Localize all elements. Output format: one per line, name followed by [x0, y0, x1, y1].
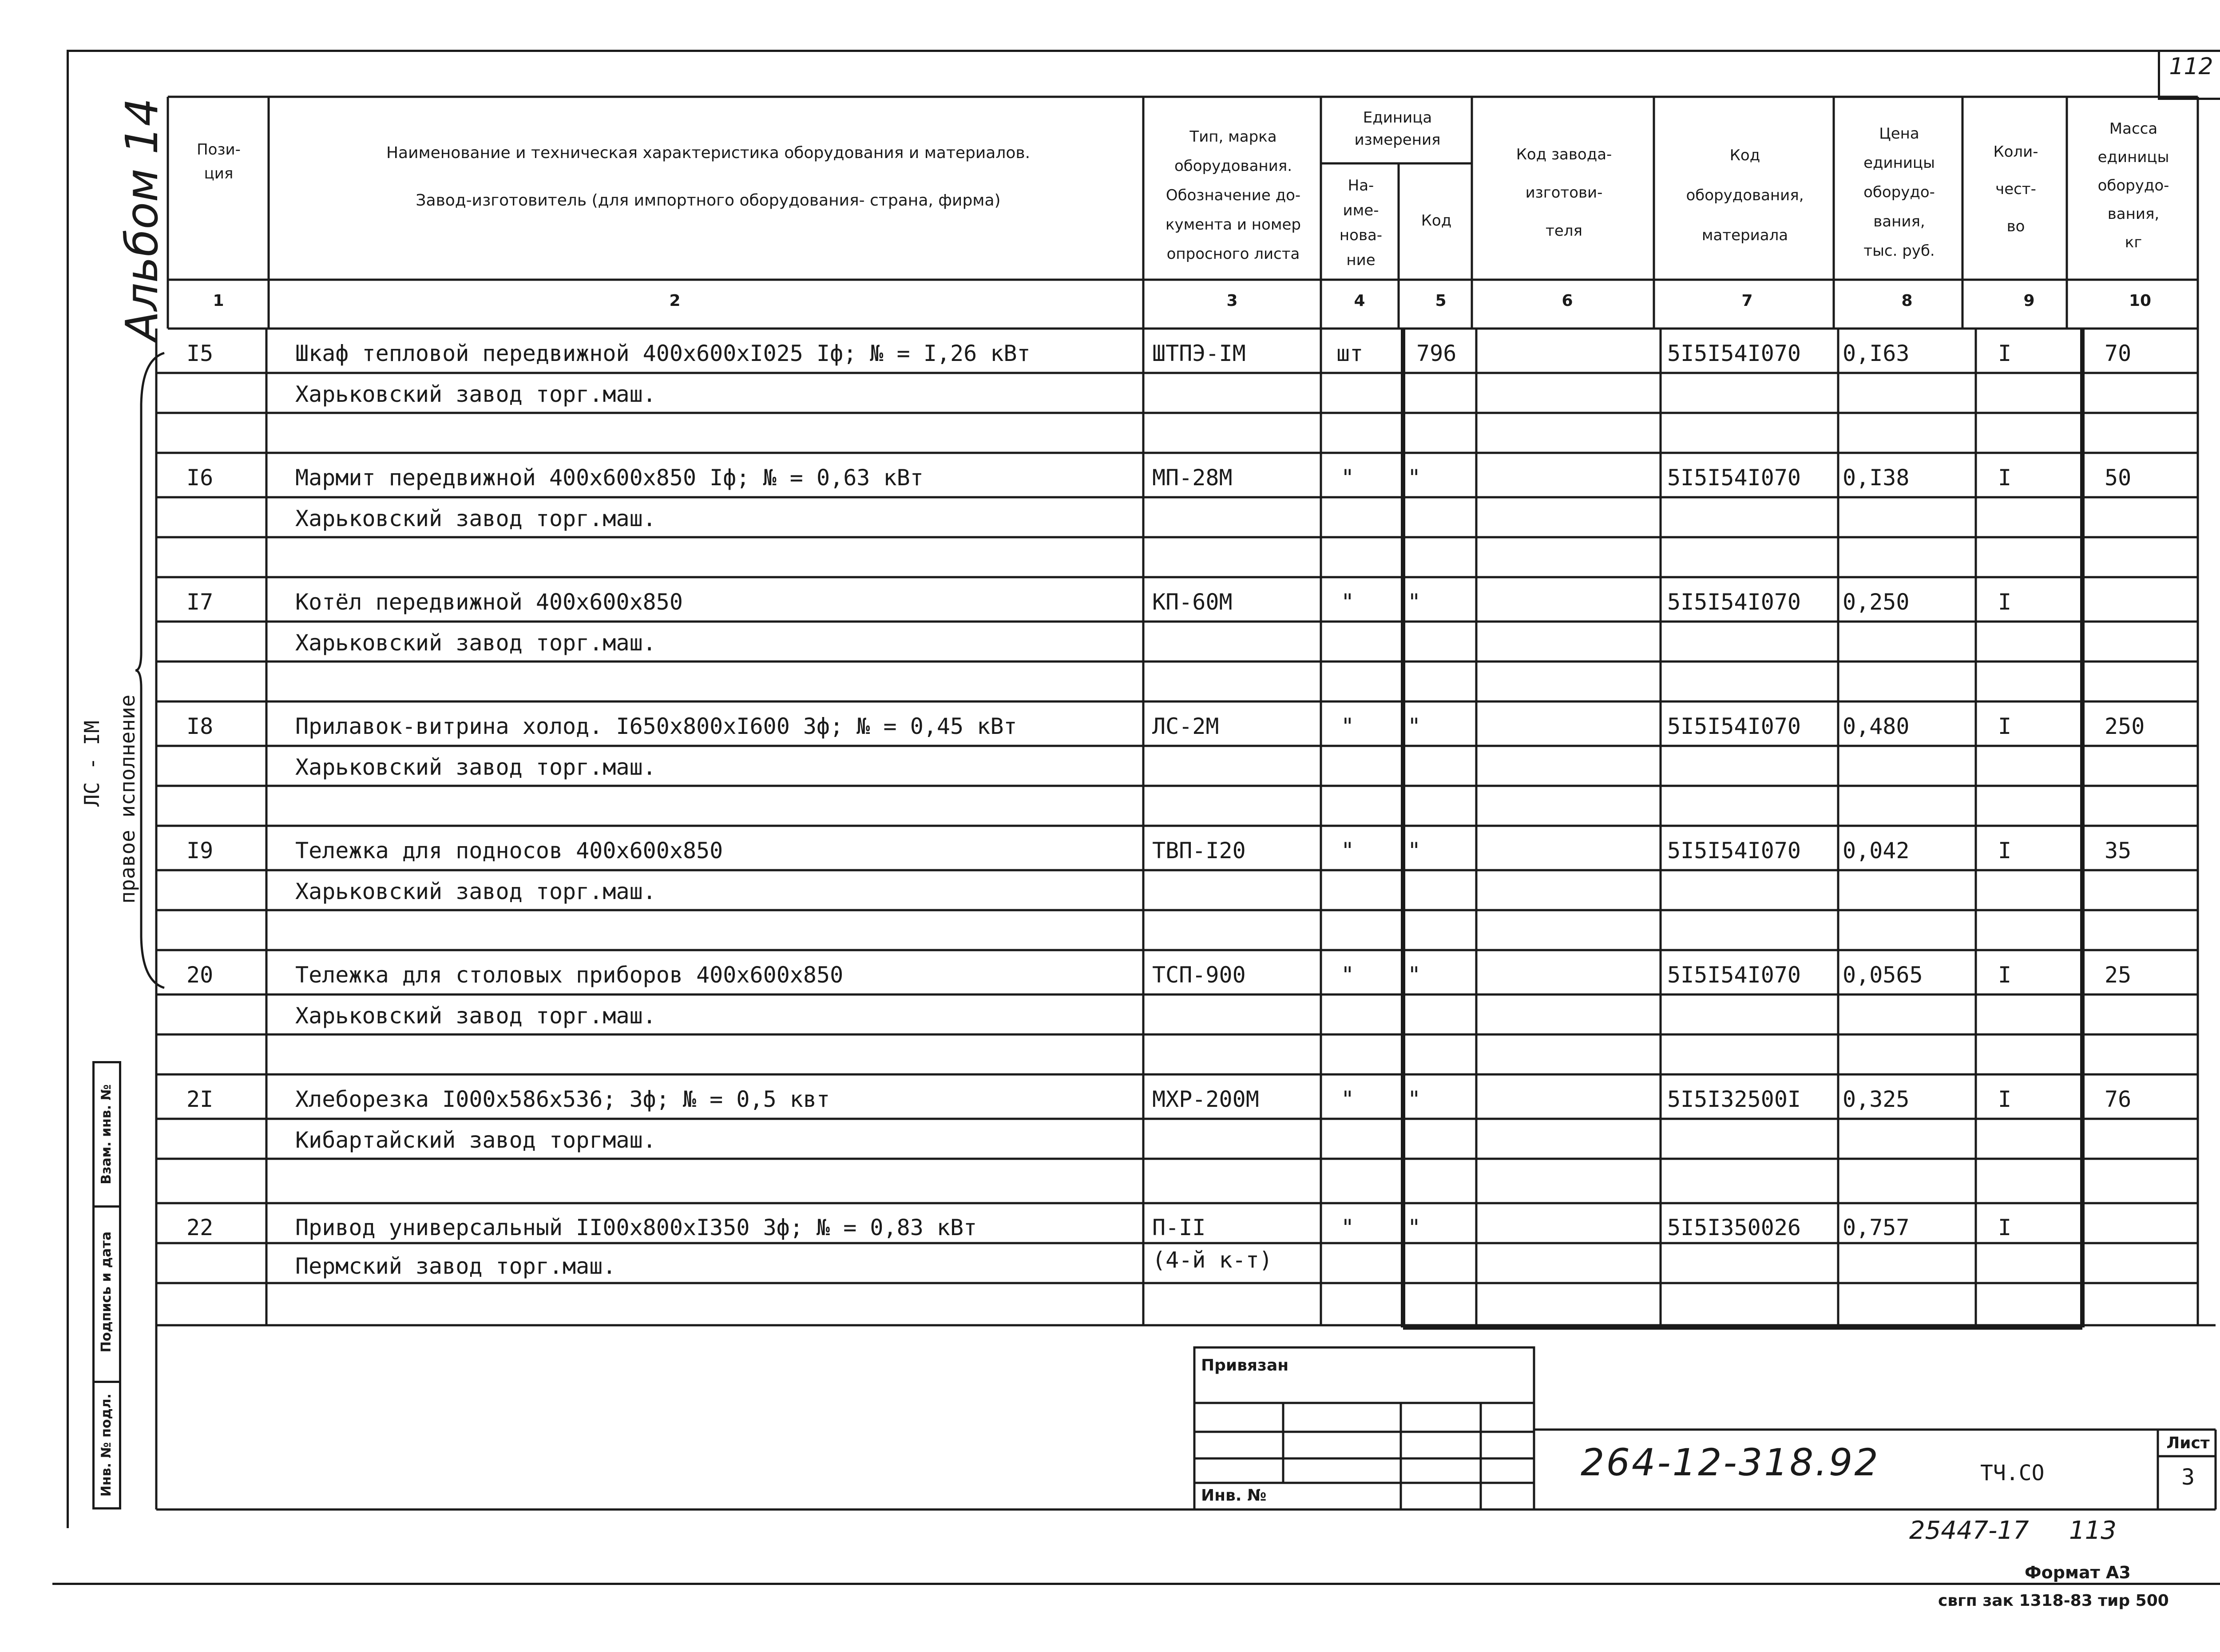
row-type: КП-60М [1152, 589, 1233, 615]
row-type: ШТПЭ-IМ [1152, 341, 1246, 366]
stamp-sheet-code: ТЧ.СО [1980, 1461, 2045, 1486]
header-unit-code: Код [1421, 212, 1452, 230]
footer-format: Формат А3 [2025, 1563, 2131, 1582]
row-unit-code: " [1407, 713, 1421, 739]
row-price: 0,I38 [1843, 465, 1910, 491]
row-maker: Харьковский завод торг.маш. [295, 381, 656, 407]
row-position: I8 [186, 713, 214, 739]
row-qty: I [1998, 589, 2012, 615]
side-stamp-podpis: Подпись и дата [99, 1231, 114, 1353]
row-mass: 250 [2105, 713, 2145, 739]
row-equipment-code: 5I5I54I070 [1667, 962, 1801, 988]
row-name: Привод универсальный II00x800xI350 3ф; № = 0,83 кВт [295, 1215, 977, 1240]
row-type: МП-28М [1152, 465, 1233, 491]
row-maker: Харьковский завод торг.маш. [295, 879, 656, 904]
row-unit-code: " [1407, 962, 1421, 988]
side-stamp-vzam: Взам. инв. № [99, 1084, 114, 1185]
col-num-2: 2 [669, 292, 681, 310]
side-series-label: ЛС - IМ [80, 721, 104, 807]
footer-print-info: свгп зак 1318-83 тир 500 [1938, 1592, 2169, 1610]
row-position: I9 [186, 838, 214, 864]
row-qty: I [1998, 465, 2012, 491]
header-name-line2: Завод-изготовитель (для импортного оборудования- страна, фирма) [416, 191, 1001, 210]
header-position: Пози- ция [197, 141, 241, 182]
row-unit-code: " [1407, 838, 1421, 864]
row-position: I6 [186, 465, 214, 491]
album-label: Альбом 14 [116, 98, 168, 342]
col-num-3: 3 [1226, 292, 1238, 310]
row-mass: 35 [2105, 838, 2132, 864]
row-maker: Кибартайский завод торгмаш. [295, 1127, 656, 1153]
row-qty: I [1998, 1215, 2012, 1240]
row-unit: " [1341, 838, 1355, 864]
row-price: 0,I63 [1843, 341, 1910, 366]
col-num-6: 6 [1562, 292, 1573, 310]
row-equipment-code: 5I5I32500I [1667, 1086, 1801, 1112]
stamp-list-value: 3 [2181, 1464, 2195, 1490]
row-qty: I [1998, 1086, 2012, 1112]
row-qty: I [1998, 341, 2012, 366]
row-name: Шкаф тепловой передвижной 400x600xI025 Iф; № = I,26 кВт [295, 341, 1031, 366]
row-type-extra: (4-й к-т) [1152, 1247, 1273, 1273]
row-maker: Харьковский завод торг.маш. [295, 506, 656, 531]
row-unit-code: " [1407, 1086, 1421, 1112]
row-mass: 25 [2105, 962, 2132, 988]
stamp-privyazan: Привязан [1201, 1356, 1289, 1375]
row-price: 0,325 [1843, 1086, 1910, 1112]
row-unit: " [1341, 962, 1355, 988]
header-maker-code: Код завода- изготови- теля [1516, 146, 1612, 240]
row-maker: Харьковский завод торг.маш. [295, 630, 656, 656]
row-unit: " [1341, 713, 1355, 739]
row-position: 2I [186, 1086, 214, 1112]
row-maker: Харьковский завод торг.маш. [295, 754, 656, 780]
row-mass: 76 [2105, 1086, 2132, 1112]
header-name-line1: Наименование и техническая характеристика оборудования и материалов. [386, 144, 1031, 162]
row-unit-code: 796 [1416, 341, 1457, 366]
row-price: 0,0565 [1843, 962, 1923, 988]
col-num-1: 1 [213, 292, 224, 310]
row-type: П-II [1152, 1215, 1206, 1240]
side-stamp-inv: Инв. № подл. [99, 1393, 114, 1497]
row-price: 0,757 [1843, 1215, 1910, 1240]
header-qty: Коли- чест- во [1993, 143, 2038, 235]
stamp-doc-number: 264-12-318.92 [1581, 1441, 1880, 1484]
row-qty: I [1998, 838, 2012, 864]
header-mass: Масса единицы оборудо- вания, кг [2097, 120, 2169, 251]
col-num-4: 4 [1354, 292, 1365, 310]
row-mass: 50 [2105, 465, 2132, 491]
row-name: Котёл передвижной 400x600x850 [295, 589, 683, 615]
header-unit-name: На- име- нова- ние [1339, 177, 1383, 269]
row-name: Тележка для столовых приборов 400x600x850 [295, 962, 844, 988]
row-qty: I [1998, 962, 2012, 988]
col-num-5: 5 [1435, 292, 1447, 310]
header-price: Цена единицы оборудо- вания, тыс. руб. [1863, 125, 1935, 260]
row-equipment-code: 5I5I54I070 [1667, 838, 1801, 864]
row-unit-code: " [1407, 1215, 1421, 1240]
row-qty: I [1998, 713, 2012, 739]
header-equipment-code: Код оборудования, материала [1686, 147, 1804, 244]
header-type: Тип, марка оборудования. Обозначение до- кумента и номер опросного листа [1166, 128, 1301, 263]
row-position: 22 [186, 1215, 214, 1240]
col-num-9: 9 [2023, 292, 2035, 310]
row-type: ТСП-900 [1152, 962, 1246, 988]
row-equipment-code: 5I5I54I070 [1667, 589, 1801, 615]
col-num-8: 8 [1901, 292, 1913, 310]
row-position: I5 [186, 341, 214, 366]
row-name: Мармит передвижной 400x600x850 Iф; № = 0,63 кВт [295, 465, 924, 491]
side-variant-label: правое исполнение [115, 694, 139, 904]
row-unit-code: " [1407, 589, 1421, 615]
row-name: Прилавок-витрина холод. I650x800xI600 3ф; № = 0,45 кВт [295, 713, 1017, 739]
row-unit-code: " [1407, 465, 1421, 491]
row-maker: Харьковский завод торг.маш. [295, 1003, 656, 1029]
row-maker: Пермский завод торг.маш. [295, 1253, 616, 1279]
stamp-list-label: Лист [2166, 1434, 2210, 1452]
row-name: Хлеборезка I000x586x536; 3ф; № = 0,5 квт [295, 1086, 830, 1112]
row-position: 20 [186, 962, 214, 988]
stamp-inv-no: Инв. № [1201, 1486, 1267, 1505]
row-unit: " [1341, 465, 1355, 491]
row-type: МХР-200М [1152, 1086, 1259, 1112]
row-unit: " [1341, 1215, 1355, 1240]
row-type: ЛС-2М [1152, 713, 1219, 739]
row-unit: " [1341, 1086, 1355, 1112]
col-num-10: 10 [2129, 292, 2152, 310]
row-equipment-code: 5I5I54I070 [1667, 341, 1801, 366]
header-unit-group: Единица измерения [1354, 109, 1441, 149]
row-price: 0,480 [1843, 713, 1910, 739]
row-equipment-code: 5I5I54I070 [1667, 713, 1801, 739]
row-price: 0,250 [1843, 589, 1910, 615]
col-num-7: 7 [1741, 292, 1753, 310]
row-name: Тележка для подносов 400x600x850 [295, 838, 723, 864]
corner-page-number: 112 [2169, 53, 2213, 80]
row-equipment-code: 5I5I54I070 [1667, 465, 1801, 491]
footer-handwritten-page: 113 [2069, 1516, 2117, 1545]
row-price: 0,042 [1843, 838, 1910, 864]
footer-handwritten-number: 25447-17 [1909, 1516, 2029, 1545]
row-type: ТВП-I20 [1152, 838, 1246, 864]
row-equipment-code: 5I5I350026 [1667, 1215, 1801, 1240]
row-unit: " [1341, 589, 1355, 615]
row-unit: шт [1336, 341, 1364, 366]
row-mass: 70 [2105, 341, 2132, 366]
row-position: I7 [186, 589, 214, 615]
